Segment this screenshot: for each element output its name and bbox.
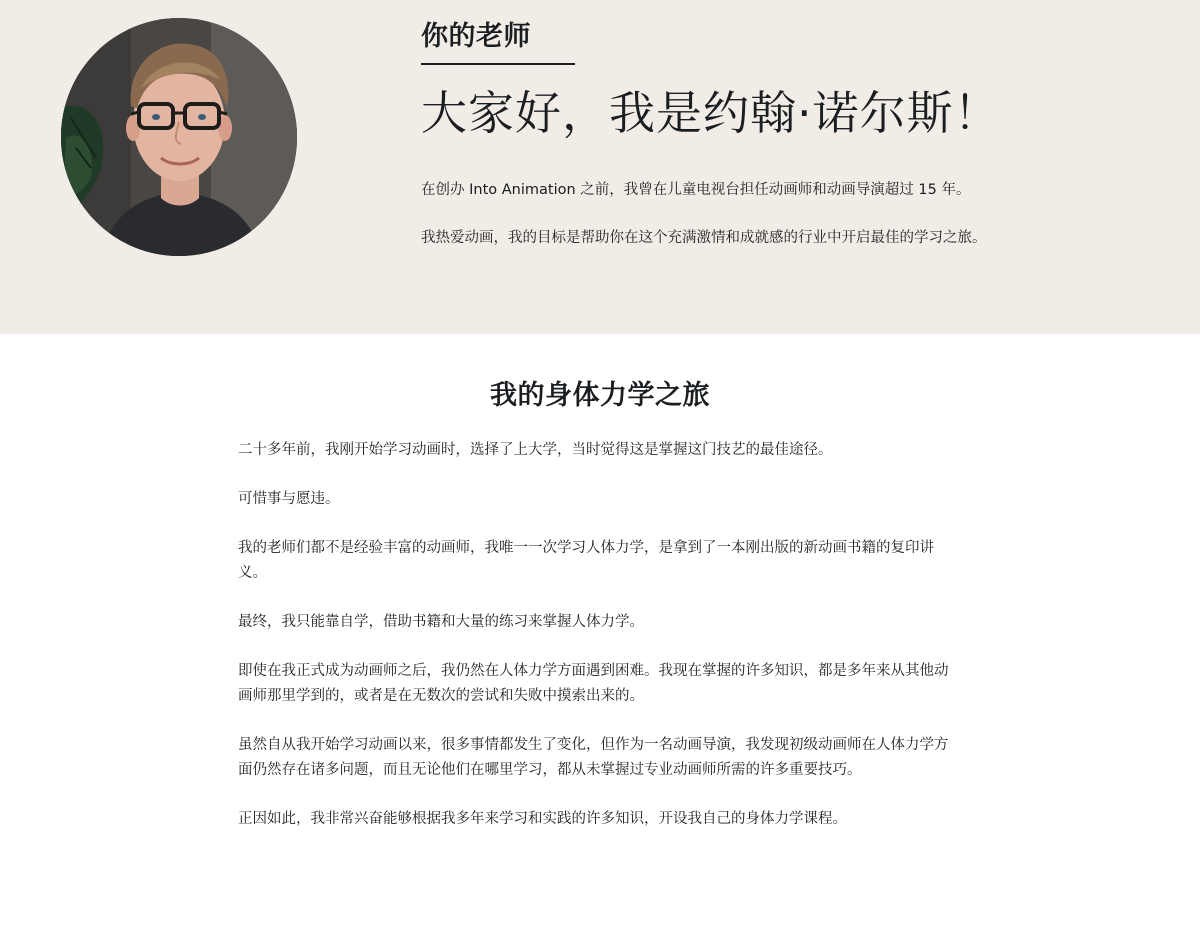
story-title: 我的身体力学之旅 <box>490 380 710 411</box>
story-paragraph: 二十多年前，我刚开始学习动画时，选择了上大学，当时觉得这是掌握这门技艺的最佳途径。 <box>238 442 833 458</box>
teacher-hero-section <box>0 0 1200 334</box>
story-paragraph: 可惜事与愿违。 <box>238 491 340 507</box>
story-paragraph: 我的老师们都不是经验丰富的动画师，我唯一一次学习人体力学，是拿到了一本刚出版的新动画书籍的复印讲义。 <box>238 540 934 581</box>
story-section <box>238 334 962 832</box>
teacher-bio-paragraph: 在创办 Into Animation 之前，我曾在儿童电视台担任动画师和动画导演超过 15 年。 <box>421 182 971 198</box>
story-paragraph: 虽然自从我开始学习动画以来，很多事情都发生了变化，但作为一名动画导演，我发现初级动画师在人体力学方面仍然存在诸多问题，而且无论他们在哪里学习，都从未掌握过专业动画师所需的许多重要技巧。 <box>238 737 949 778</box>
story-paragraph: 正因如此，我非常兴奋能够根据我多年来学习和实践的许多知识，开设我自己的身体力学课程。 <box>238 811 847 827</box>
teacher-intro <box>421 18 1141 249</box>
teacher-goal-paragraph: 我热爱动画，我的目标是帮助你在这个充满激情和成就感的行业中开启最佳的学习之旅。 <box>421 230 987 246</box>
eyebrow-underline <box>421 63 575 65</box>
teacher-greeting-title: 大家好，我是约翰·诺尔斯！ <box>421 86 1001 140</box>
teacher-portrait-image <box>61 18 297 256</box>
section-eyebrow: 你的老师 <box>421 21 531 52</box>
teacher-avatar <box>61 18 297 256</box>
story-paragraph: 最终，我只能靠自学，借助书籍和大量的练习来掌握人体力学。 <box>238 614 644 630</box>
story-paragraph: 即使在我正式成为动画师之后，我仍然在人体力学方面遇到困难。我现在掌握的许多知识，都是多年来从其他动画师那里学到的，或者是在无数次的尝试和失败中摸索出来的。 <box>238 663 949 704</box>
